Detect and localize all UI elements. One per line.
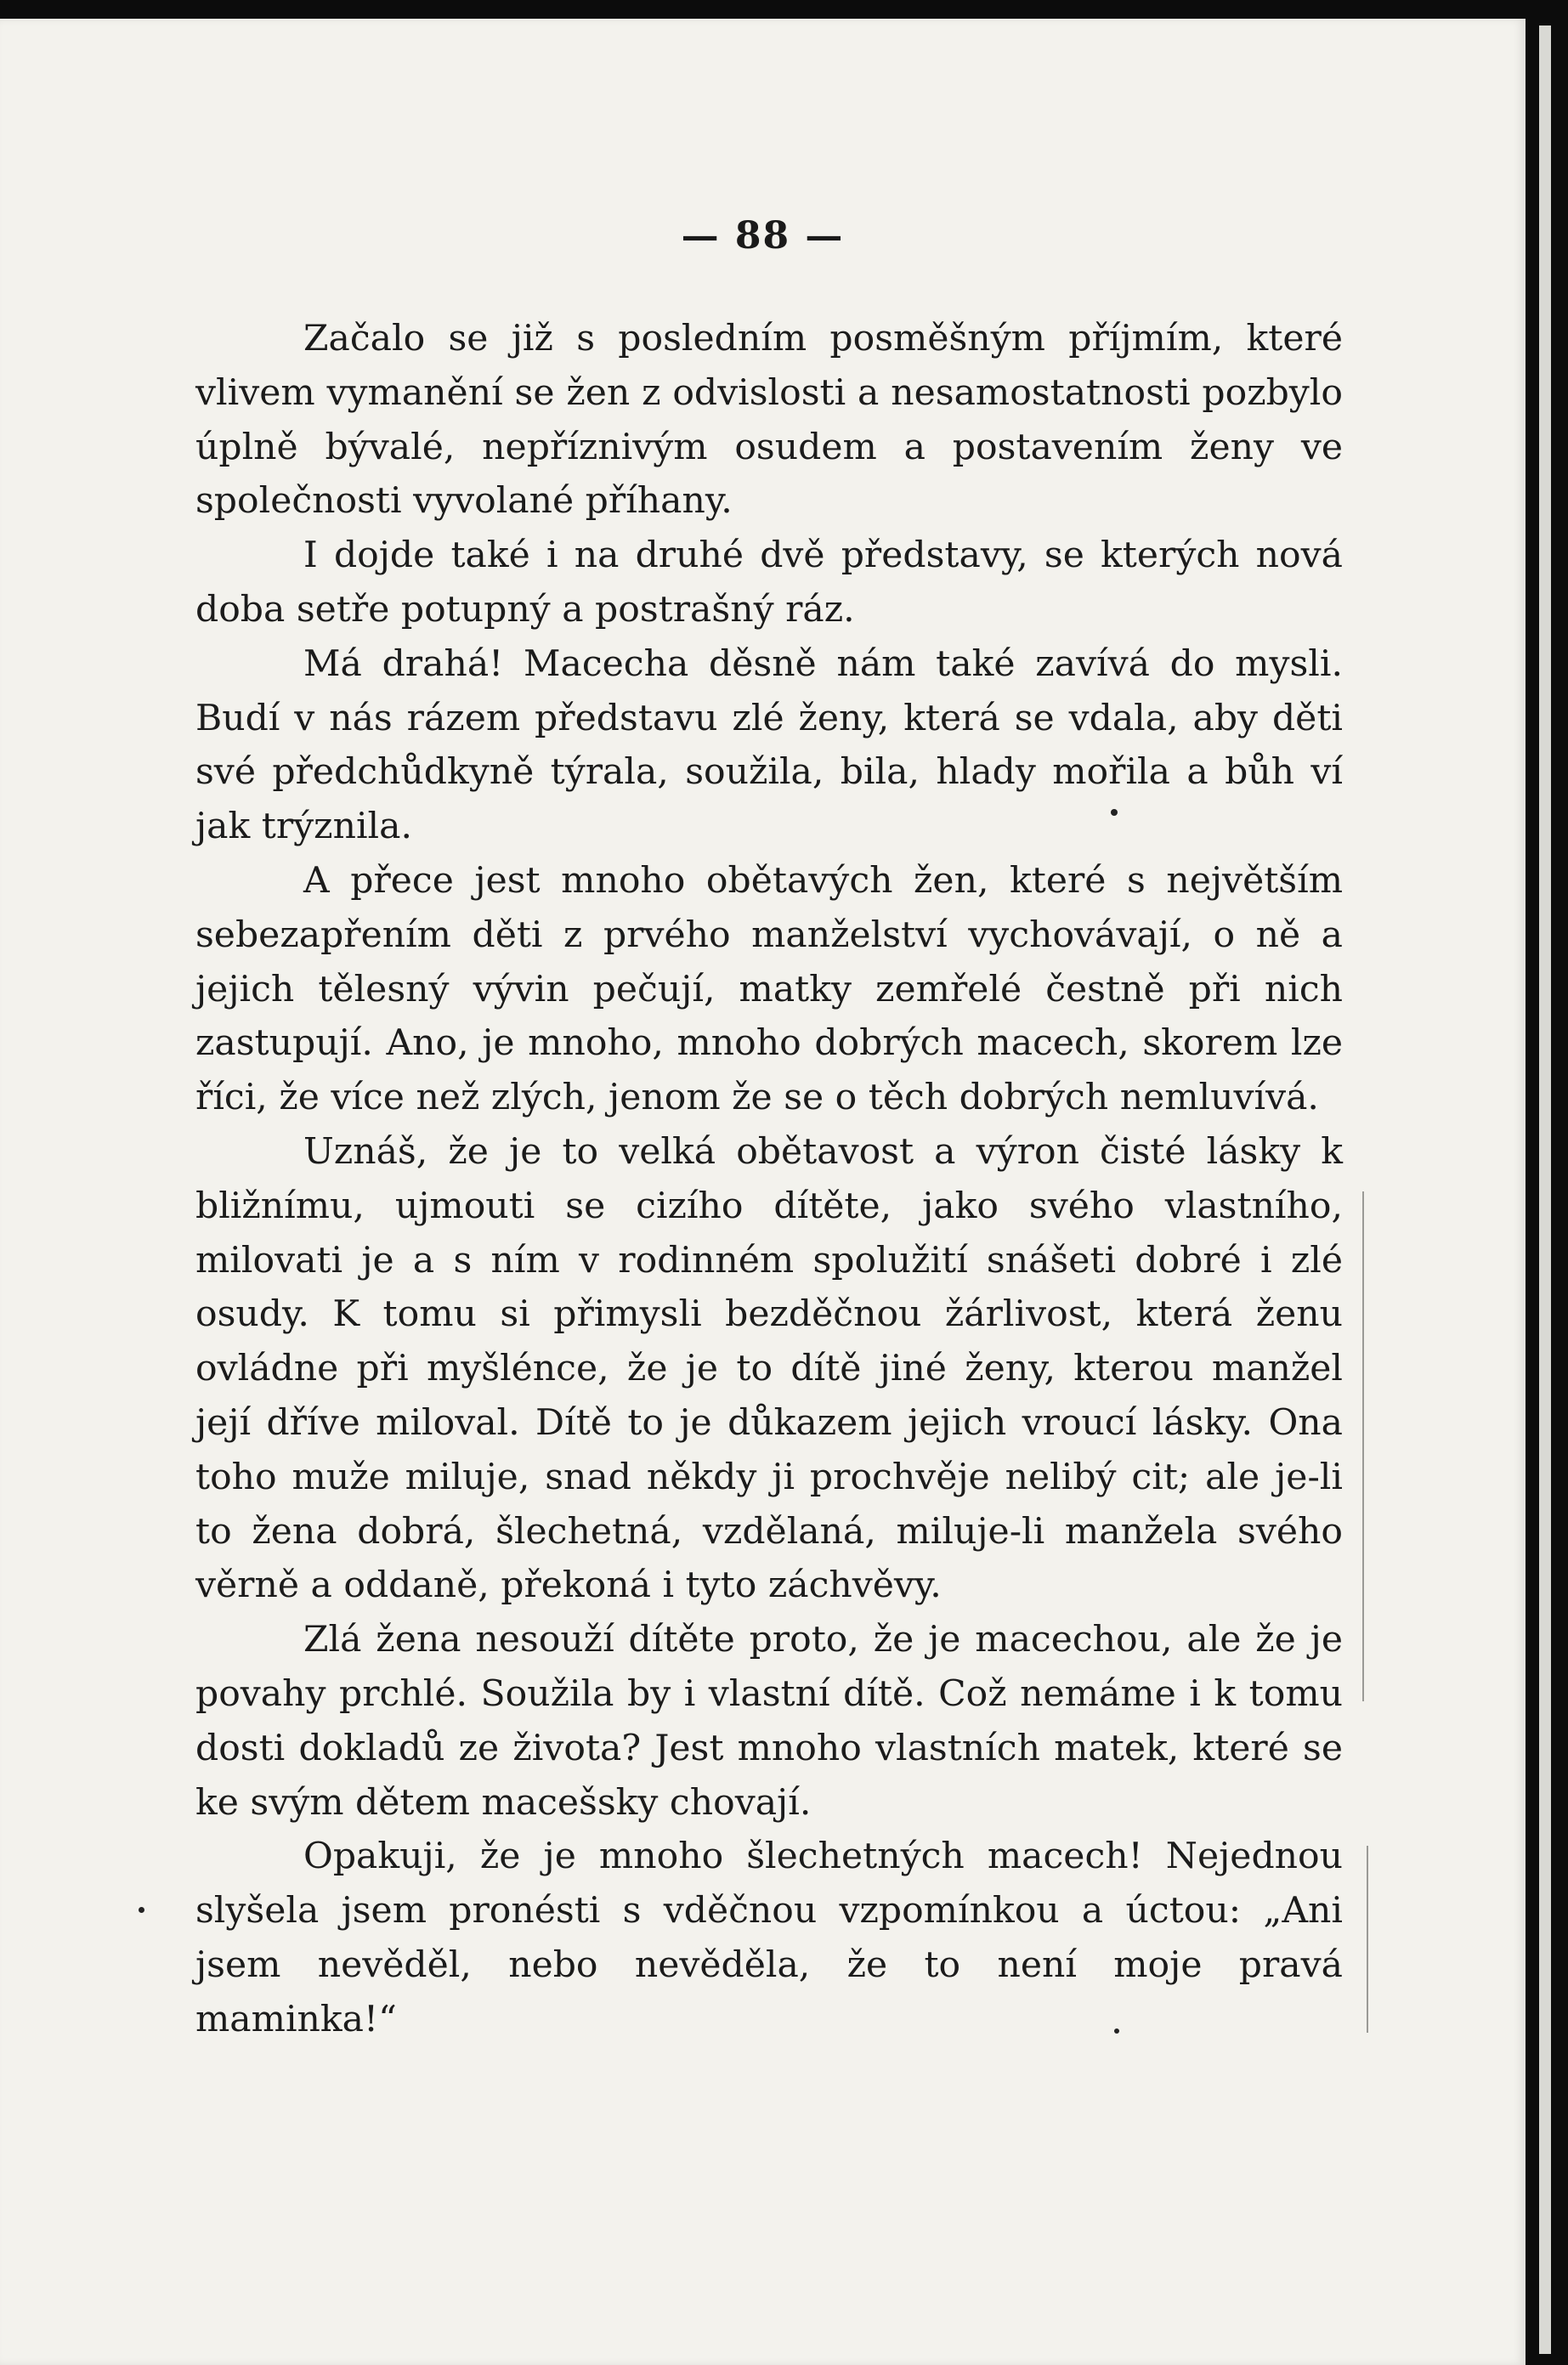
paragraph-7: Opakuji, že je mnoho šlechetných macech! Nejednou slyšela jsem pronésti s vděčnou vzpomínkou a úctou: „Ani jsem nevěděl, nebo nevěděla, že to není moje pravá maminka!“ — [195, 1836, 1343, 2040]
paragraph-2: I dojde také i na druhé dvě představy, se kterých nová doba setře potupný a postrašný ráz. — [195, 535, 1343, 631]
scan-speck — [1114, 2028, 1119, 2034]
scan-edge-line — [1367, 1846, 1368, 2033]
body-text — [195, 312, 1343, 2047]
paragraph-3: Má drahá! Macecha děsně nám také zavívá do mysli. Budí v nás rázem představu zlé ženy, která se vdala, aby děti své předchůdkyně týrala, soužila, bila, hlady mořila a bůh ví jak trýznila. — [195, 642, 1343, 848]
scan-edge-line — [1362, 1191, 1364, 1701]
paragraph-5: Uznáš, že je to velká obětavost a výron čisté lásky k bližnímu, ujmouti se cizího dítěte, jako svého vlastního, milovati je a s ním v rodinném spolužití snášeti dobré i zlé osudy. K tomu si přimysli bezděčnou žárlivost, která ženu ovládne při myšlénce, že je to dítě jiné ženy, kterou manžel její dříve miloval. Dítě to je důkazem jejich vroucí lásky. Ona toho muže miluje, snad někdy ji prochvěje nelibý cit; ale je-li to žena dobrá, šlechetná, vzdělaná, miluje-li manžela svého věrně a oddaně, překoná i tyto záchvěvy. — [195, 1130, 1343, 1607]
paragraph-1: Začalo se již s posledním posměšným příjmím, které vlivem vymanění se žen z odvislosti a nesamostatnosti pozbylo úplně bývalé, nepříznivým osudem a postavením ženy ve společnosti vyvolané příhany. — [195, 318, 1343, 523]
scan-speck — [1111, 809, 1118, 816]
scan-speck — [139, 1907, 144, 1913]
page-number: — 88 — — [681, 214, 845, 257]
scan-border — [1526, 0, 1568, 2365]
book-page — [0, 19, 1526, 2365]
paragraph-4: A přece jest mnoho obětavých žen, které s největším sebezapřením děti z prvého manželství vychovávají, o ně a jejich tělesný vývin pečují, matky zemřelé čestně při nich zastupují. Ano, je mnoho, mnoho dobrých macech, skorem lze říci, že více než zlých, jenom že se o těch dobrých nemluvívá. — [195, 859, 1343, 1119]
scan-border-strip — [1539, 25, 1551, 2354]
paragraph-6: Zlá žena nesouží dítěte proto, že je macechou, ale že je povahy prchlé. Soužila by i vlastní dítě. Což nemáme i k tomu dosti dokladů ze života? Jest mnoho vlastních matek, které se ke svým dětem macešsky chovají. — [195, 1619, 1343, 1824]
